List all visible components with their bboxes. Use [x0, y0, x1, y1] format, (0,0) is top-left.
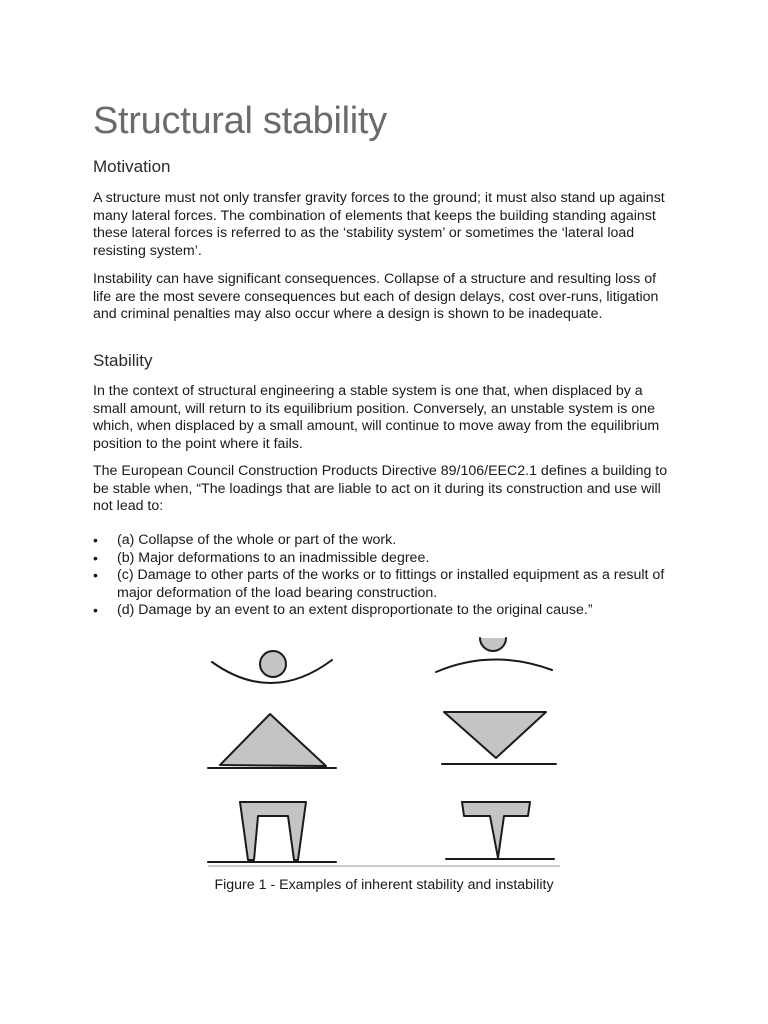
paragraph-motivation-1: A structure must not only transfer gravity forces to the ground; it must also stand up against many lateral forces. The combination of elements that keeps the building standing against these lateral forces is referred to as the ‘stability system’ or sometimes the ‘lateral load resisting system’. [93, 190, 665, 259]
triangle-stable [220, 714, 326, 766]
table-stable [240, 802, 306, 860]
page-title: Structural stability [93, 100, 387, 142]
triangle-unstable [444, 712, 546, 758]
list-item: • (b) Major deformations to an inadmissible degree. [93, 550, 675, 568]
hill-curve [436, 659, 552, 672]
ball-unstable [480, 638, 506, 651]
tee-unstable [462, 802, 530, 858]
list-item: • (c) Damage to other parts of the works or to fittings or installed equipment as a result of major deformation of the load bearing construction. [93, 567, 675, 602]
section-heading-motivation: Motivation [93, 157, 171, 176]
stability-figure [200, 630, 570, 870]
conditions-list [93, 532, 675, 620]
paragraph-stability-2: The European Council Construction Products Directive 89/106/EEC2.1 defines a building to be stable when, “The loadings that are liable to act on it during its construction and use will not lead to: [93, 463, 668, 515]
list-item: • (d) Damage by an event to an extent disproportionate to the original cause.” [93, 602, 675, 620]
section-heading-stability: Stability [93, 351, 153, 370]
figure-caption: Figure 1 - Examples of inherent stability and instability [214, 877, 554, 893]
paragraph-motivation-2: Instability can have significant consequences. Collapse of a structure and resulting loss of life are the most severe consequences but each of design delays, cost over-runs, litigation and criminal penalties may also occur where a design is shown to be inadequate. [93, 271, 659, 323]
list-item: • (a) Collapse of the whole or part of the work. [93, 532, 675, 550]
ball-stable [260, 651, 286, 677]
paragraph-stability-1: In the context of structural engineering a stable system is one that, when displaced by a small amount, will return to its equilibrium position. Conversely, an unstable system is one which, when displaced by a small amount, will continue to move away from the equilibrium position to the point where it fails. [93, 383, 660, 452]
